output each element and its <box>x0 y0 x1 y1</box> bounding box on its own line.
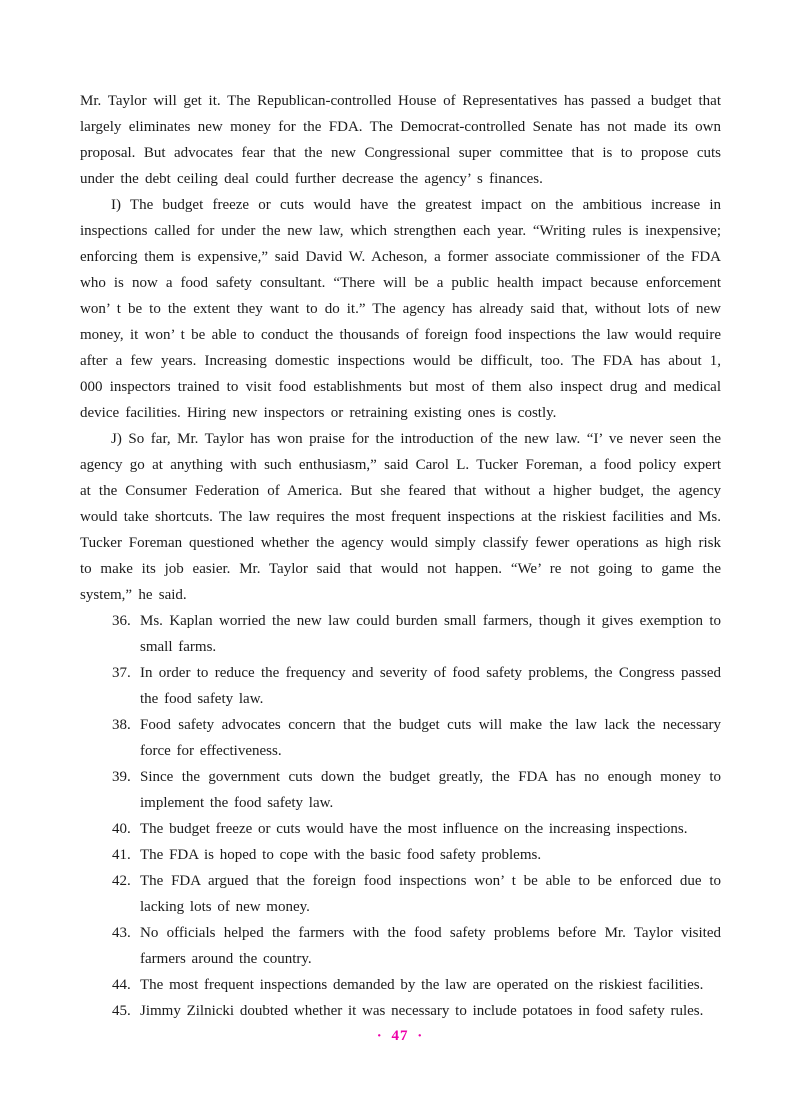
question-number: 38. <box>112 717 131 733</box>
question-text: In order to reduce the frequency and severity of food safety problems, the Congress passed the food safety law. <box>140 665 721 707</box>
question-number: 45. <box>112 1003 131 1019</box>
question-item <box>80 816 721 842</box>
passage <box>80 88 721 1024</box>
passage-paragraph: I) The budget freeze or cuts would have the greatest impact on the ambitious increase in inspections called for under the new law, which strengthen each year. “Writing rules is inexpensive; enforcing them is expensive,” said David W. Acheson, a former associate commissioner of the FDA who is now a food safety consultant. “There will be a public health impact because enforcement won’ t be to the extent they want to do it.” The agency has already said that, without lots of new money, it won’ t be able to conduct the thousands of foreign food inspections the law would require after a few years. Increasing domestic inspections would be difficult, too. The FDA has about 1, 000 inspectors trained to visit food establishments but most of them also inspect drug and medical device facilities. Hiring new inspectors or retraining existing ones is costly. <box>80 197 721 421</box>
question-item <box>80 608 721 660</box>
question-item <box>80 920 721 972</box>
passage-paragraph: Mr. Taylor will get it. The Republican-controlled House of Representatives has passed a budget that largely eliminates new money for the FDA. The Democrat-controlled Senate has not made its own proposal. But advocates fear that the new Congressional super committee that is to propose cuts under the debt ceiling deal could further decrease the agency’ s finances. <box>80 93 721 187</box>
question-text: The most frequent inspections demanded by the law are operated on the riskiest facilities. <box>140 977 704 993</box>
question-number: 44. <box>112 977 131 993</box>
question-text: The FDA is hoped to cope with the basic food safety problems. <box>140 847 542 863</box>
question-number: 42. <box>112 873 131 889</box>
question-text: Food safety advocates concern that the budget cuts will make the law lack the necessary force for effectiveness. <box>140 717 721 759</box>
question-text: Ms. Kaplan worried the new law could burden small farmers, though it gives exemption to small farms. <box>140 613 721 655</box>
question-number: 41. <box>112 847 131 863</box>
question-item <box>80 660 721 712</box>
footer-dot-left: · <box>376 1028 383 1044</box>
passage-paragraph: J) So far, Mr. Taylor has won praise for the introduction of the new law. “I’ ve never seen the agency go at anything with such enthusiasm,” said Carol L. Tucker Foreman, a food policy expert at the Consumer Federation of America. But she feared that without a higher budget, the agency would take shortcuts. The law requires the most frequent inspections at the riskiest facilities and Ms. Tucker Foreman questioned whether the agency would simply classify fewer operations as high risk to make its job easier. Mr. Taylor said that would not happen. “We’ re not going to game the system,” he said. <box>80 431 721 603</box>
question-text: Jimmy Zilnicki doubted whether it was necessary to include potatoes in food safety rules. <box>140 1003 704 1019</box>
page-footer <box>0 1028 800 1045</box>
question-item <box>80 972 721 998</box>
page-number: 47 <box>391 1028 409 1044</box>
question-item <box>80 842 721 868</box>
question-text: Since the government cuts down the budget greatly, the FDA has no enough money to implement the food safety law. <box>140 769 721 811</box>
question-number: 39. <box>112 769 131 785</box>
question-text: No officials helped the farmers with the food safety problems before Mr. Taylor visited farmers around the country. <box>140 925 721 967</box>
question-number: 40. <box>112 821 131 837</box>
question-item <box>80 712 721 764</box>
question-item <box>80 868 721 920</box>
question-number: 43. <box>112 925 131 941</box>
question-item <box>80 998 721 1024</box>
question-item <box>80 764 721 816</box>
question-text: The budget freeze or cuts would have the most influence on the increasing inspections. <box>140 821 688 837</box>
question-text: The FDA argued that the foreign food inspections won’ t be able to be enforced due to lacking lots of new money. <box>140 873 721 915</box>
question-list <box>80 608 721 1024</box>
question-number: 36. <box>112 613 131 629</box>
question-number: 37. <box>112 665 131 681</box>
footer-dot-right: · <box>417 1028 424 1044</box>
